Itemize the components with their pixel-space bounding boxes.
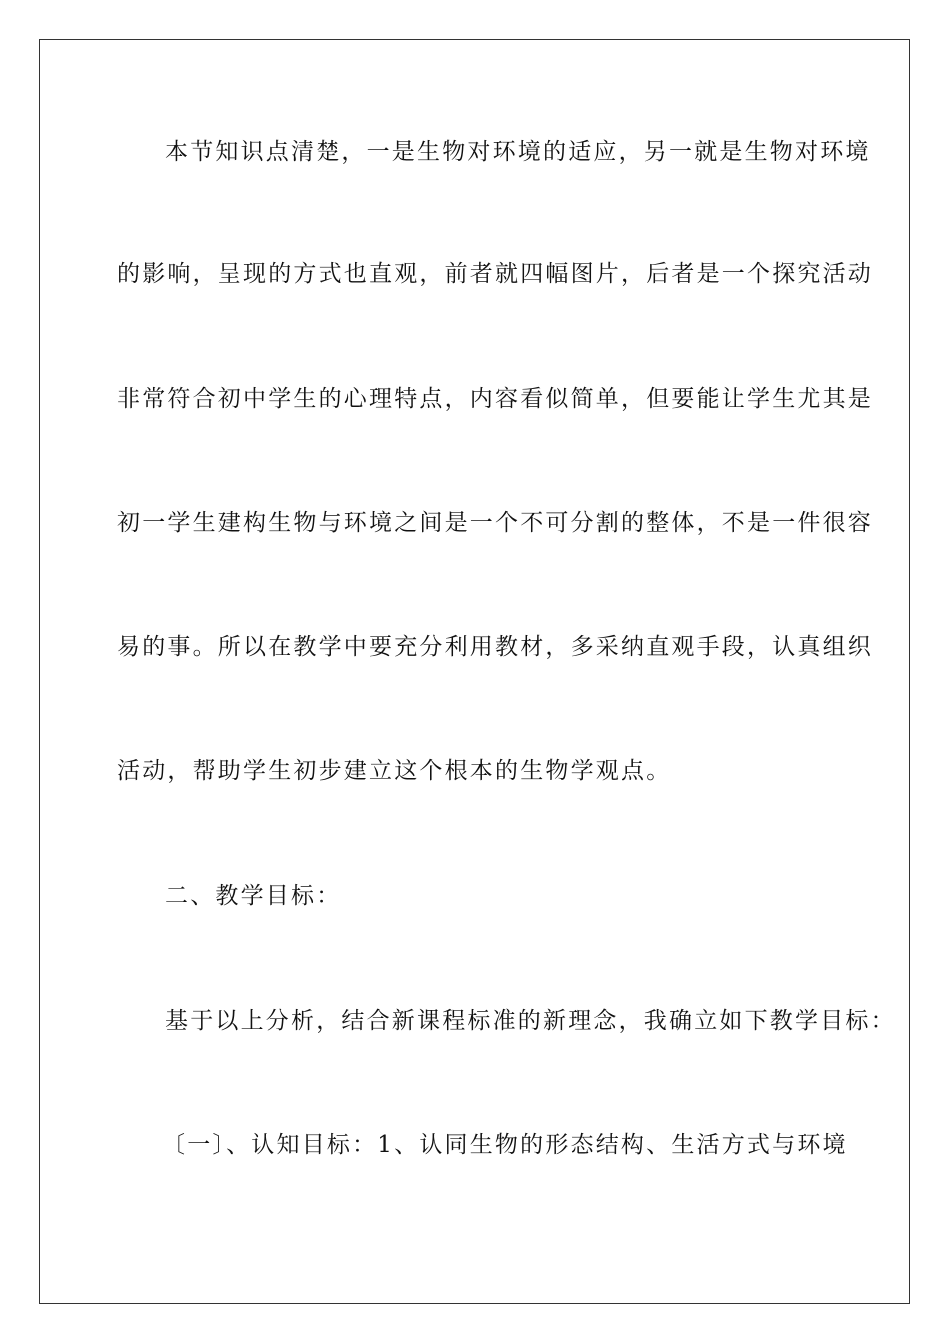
paragraph-line: 〔一〕、认知目标：1、认同生物的形态结构、生活方式与环境: [162, 1132, 848, 1158]
paragraph-line: 活动，帮助学生初步建立这个根本的生物学观点。: [117, 758, 672, 784]
paragraph-line: 的影响，呈现的方式也直观，前者就四幅图片，后者是一个探究活动: [117, 261, 873, 287]
paragraph-line: 易的事。所以在教学中要充分利用教材，多采纳直观手段，认真组织: [117, 634, 873, 660]
paragraph-line: 非常符合初中学生的心理特点，内容看似简单，但要能让学生尤其是: [117, 386, 873, 412]
paragraph-line: 初一学生建构生物与环境之间是一个不可分割的整体，不是一件很容: [117, 510, 873, 536]
page-border: [39, 39, 910, 1304]
paragraph-line: 基于以上分析，结合新课程标准的新理念，我确立如下教学目标：: [165, 1008, 896, 1034]
section-heading: 二、教学目标：: [165, 883, 342, 909]
paragraph-line: 本节知识点清楚，一是生物对环境的适应，另一就是生物对环境: [165, 139, 871, 165]
